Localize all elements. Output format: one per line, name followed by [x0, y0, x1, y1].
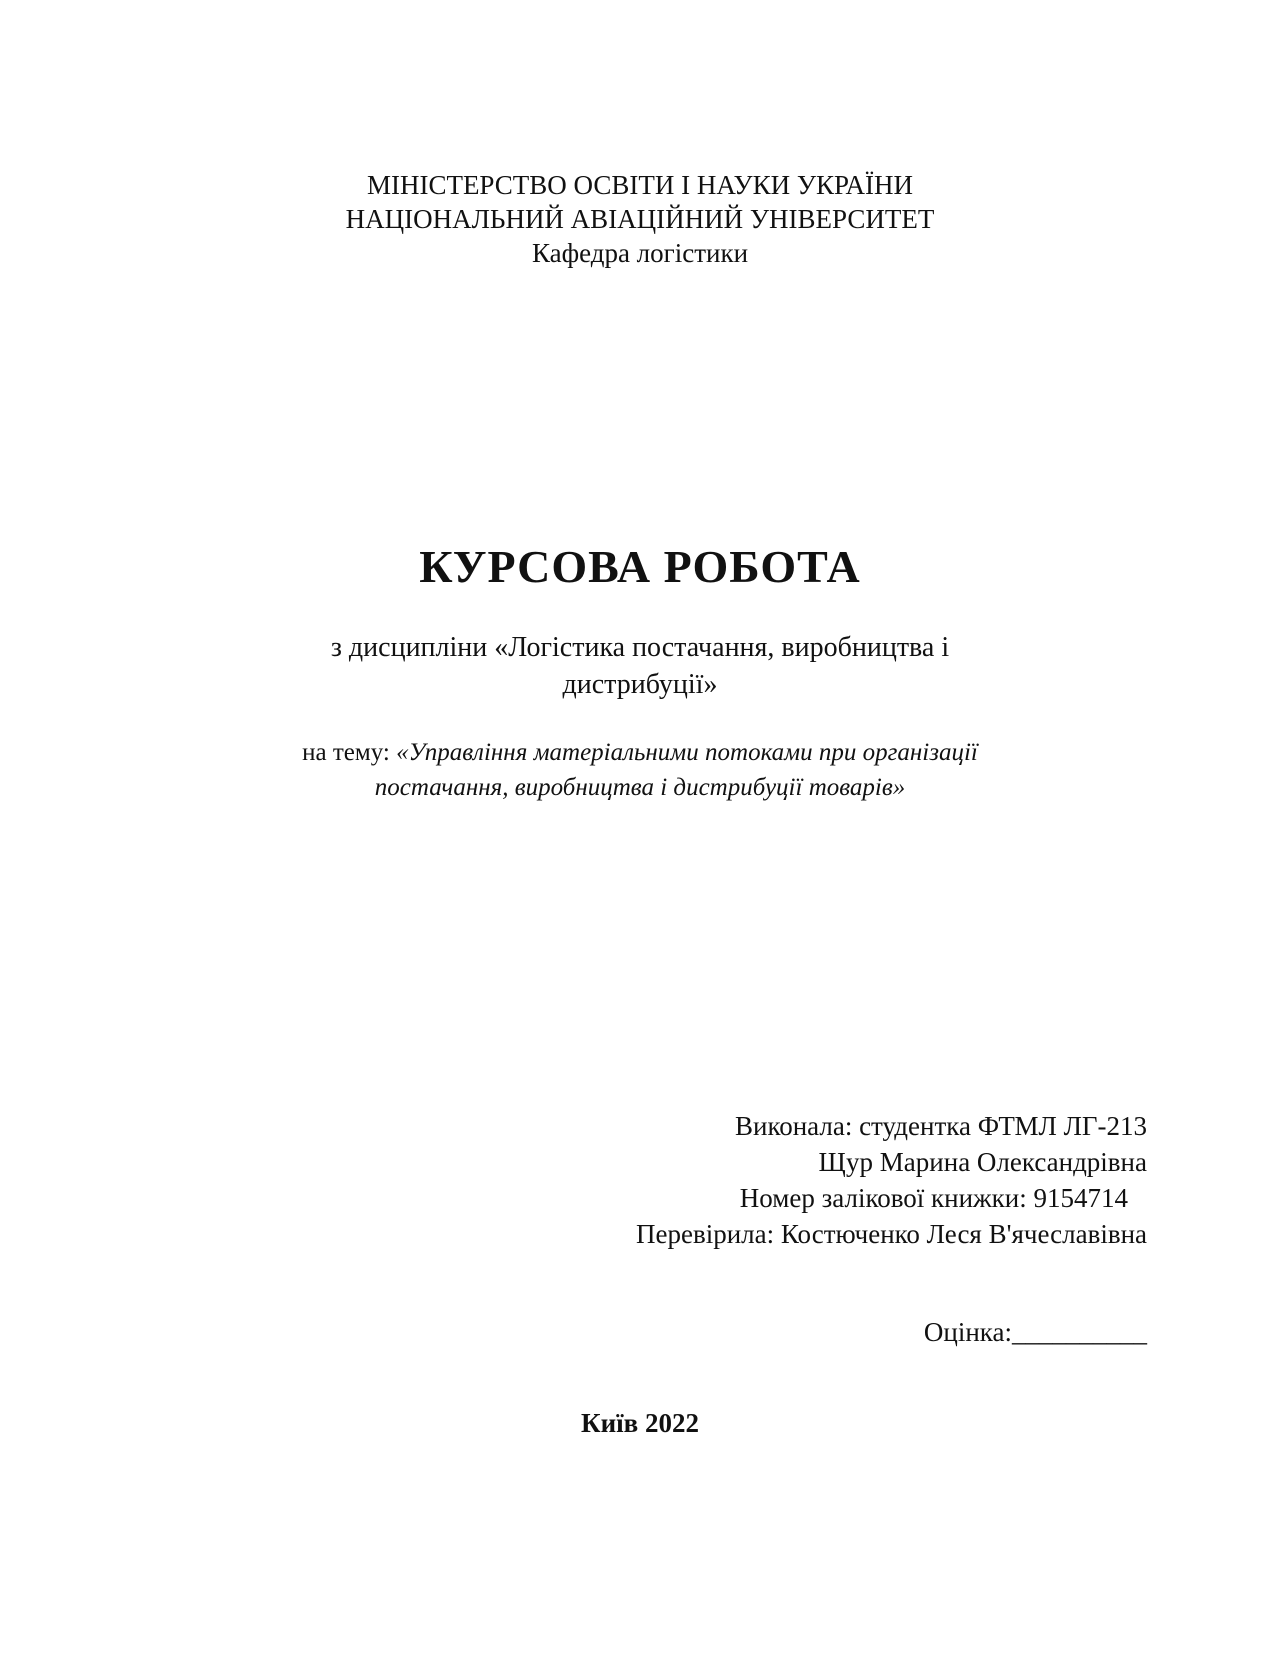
- department-heading: Кафедра логістики: [531, 238, 749, 268]
- topic-text-1: «Управління матеріальними потоками при організації: [396, 739, 978, 766]
- topic-line-2: [0, 771, 1280, 805]
- grade-line: Оцінка:__________: [923, 1317, 1147, 1347]
- performed-by: Виконала: студентка ФТМЛ ЛГ-213: [734, 1111, 1147, 1141]
- discipline-line-1: з дисципліни «Логістика постачання, виробництва і: [330, 632, 950, 663]
- topic-line-1: [0, 736, 1280, 770]
- city-year: Київ 2022: [581, 1408, 699, 1438]
- topic-prefix: на тему:: [302, 739, 397, 766]
- student-name: Щур Марина Олександрівна: [818, 1147, 1147, 1177]
- topic-text-2: постачання, виробництва і дистрибуції товарів»: [374, 774, 906, 801]
- ministry-heading: МІНІСТЕРСТВО ОСВІТИ І НАУКИ УКРАЇНИ: [366, 170, 914, 200]
- discipline-line-2: дистрибуції»: [562, 669, 718, 700]
- document-title: КУРСОВА РОБОТА: [419, 541, 861, 592]
- university-heading: НАЦІОНАЛЬНИЙ АВІАЦІЙНИЙ УНІВЕРСИТЕТ: [345, 204, 935, 234]
- record-book-number: Номер залікової книжки: 9154714: [739, 1183, 1128, 1213]
- checked-by: Перевірила: Костюченко Леся В'ячеславівна: [636, 1219, 1147, 1249]
